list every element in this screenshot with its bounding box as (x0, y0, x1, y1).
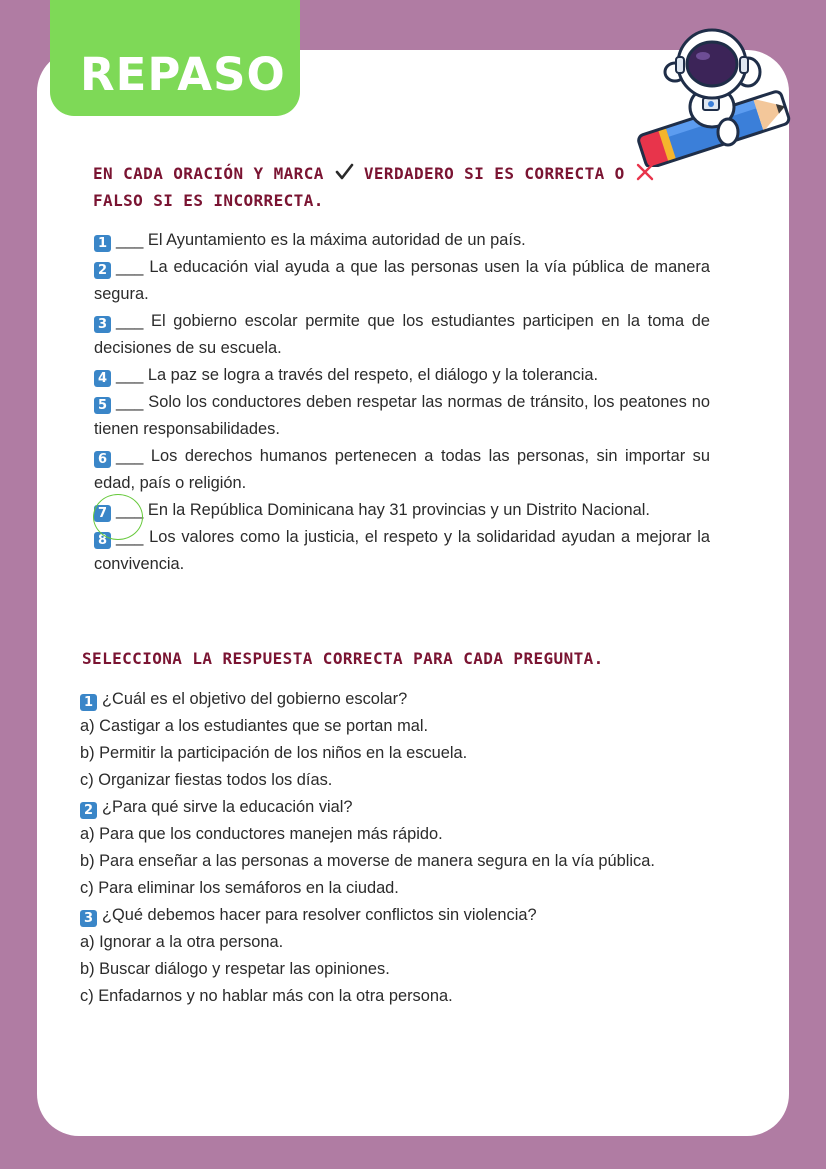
list-item[interactable] (94, 362, 710, 389)
statement-text: ___ La educación vial ayuda a que las personas usen la vía pública de manera segura. (94, 258, 710, 303)
answer-option[interactable]: b) Permitir la participación de los niños en la escuela. (80, 744, 468, 762)
statement-text: ___ Los derechos humanos pertenecen a todas las personas, sin importar su edad, país o religión. (94, 447, 710, 492)
true-false-list (94, 227, 710, 578)
check-icon (334, 162, 354, 182)
answer-option[interactable]: a) Ignorar a la otra persona. (80, 933, 284, 951)
hand-drawn-circle (93, 494, 143, 540)
list-item[interactable] (94, 443, 710, 497)
number-badge: 6 (94, 451, 111, 468)
answer-option[interactable]: a) Castigar a los estudiantes que se portan mal. (80, 717, 429, 735)
multiple-choice-list (80, 686, 725, 1010)
list-item[interactable] (94, 389, 710, 443)
section1-heading-part3: FALSO SI ES INCORRECTA. (93, 191, 324, 210)
number-badge: 3 (80, 910, 97, 927)
number-badge: 1 (80, 694, 97, 711)
section1-heading-part2: VERDADERO SI ES CORRECTA O (363, 164, 625, 183)
answer-option[interactable]: b) Buscar diálogo y respetar las opiniones. (80, 960, 390, 978)
list-item[interactable] (94, 308, 710, 362)
number-badge: 8 (94, 532, 111, 549)
page-title: REPASO (80, 48, 286, 101)
section1-heading (93, 160, 753, 214)
answer-option[interactable]: c) Para eliminar los semáforos en la ciudad. (80, 879, 399, 897)
number-badge: 2 (80, 802, 97, 819)
number-badge: 7 (94, 505, 111, 522)
statement-text: ___ La paz se logra a través del respeto, el diálogo y la tolerancia. (116, 366, 599, 384)
question-text: ¿Qué debemos hacer para resolver conflictos sin violencia? (102, 906, 537, 924)
question (80, 794, 725, 821)
number-badge: 4 (94, 370, 111, 387)
answer-option[interactable]: b) Para enseñar a las personas a moverse de manera segura en la vía pública. (80, 852, 655, 870)
section1-heading-part1: EN CADA ORACIÓN Y MARCA (93, 164, 324, 183)
question (80, 902, 725, 929)
number-badge: 3 (94, 316, 111, 333)
statement-text: ___ Los valores como la justicia, el respeto y la solidaridad ayudan a mejorar la convivencia. (94, 528, 710, 573)
question-text: ¿Cuál es el objetivo del gobierno escolar? (102, 690, 408, 708)
list-item[interactable] (94, 497, 710, 524)
number-badge: 5 (94, 397, 111, 414)
statement-text: ___ En la República Dominicana hay 31 provincias y un Distrito Nacional. (116, 501, 650, 519)
answer-option[interactable]: c) Organizar fiestas todos los días. (80, 771, 333, 789)
number-badge: 1 (94, 235, 111, 252)
question-text: ¿Para qué sirve la educación vial? (102, 798, 353, 816)
statement-text: ___ El gobierno escolar permite que los estudiantes participen en la toma de decisiones de su escuela. (94, 312, 710, 357)
cross-icon (635, 162, 655, 182)
list-item[interactable] (94, 227, 710, 254)
list-item[interactable] (94, 254, 710, 308)
number-badge: 2 (94, 262, 111, 279)
answer-option[interactable]: c) Enfadarnos y no hablar más con la otra persona. (80, 987, 453, 1005)
astronaut-illustration (630, 12, 795, 167)
statement-text: ___ Solo los conductores deben respetar las normas de tránsito, los peatones no tienen responsabilidades. (94, 393, 710, 438)
question (80, 686, 725, 713)
list-item[interactable] (94, 524, 710, 578)
section2-heading: SELECCIONA LA RESPUESTA CORRECTA PARA CADA PREGUNTA. (82, 649, 604, 668)
answer-option[interactable]: a) Para que los conductores manejen más rápido. (80, 825, 443, 843)
statement-text: ___ El Ayuntamiento es la máxima autoridad de un país. (116, 231, 526, 249)
